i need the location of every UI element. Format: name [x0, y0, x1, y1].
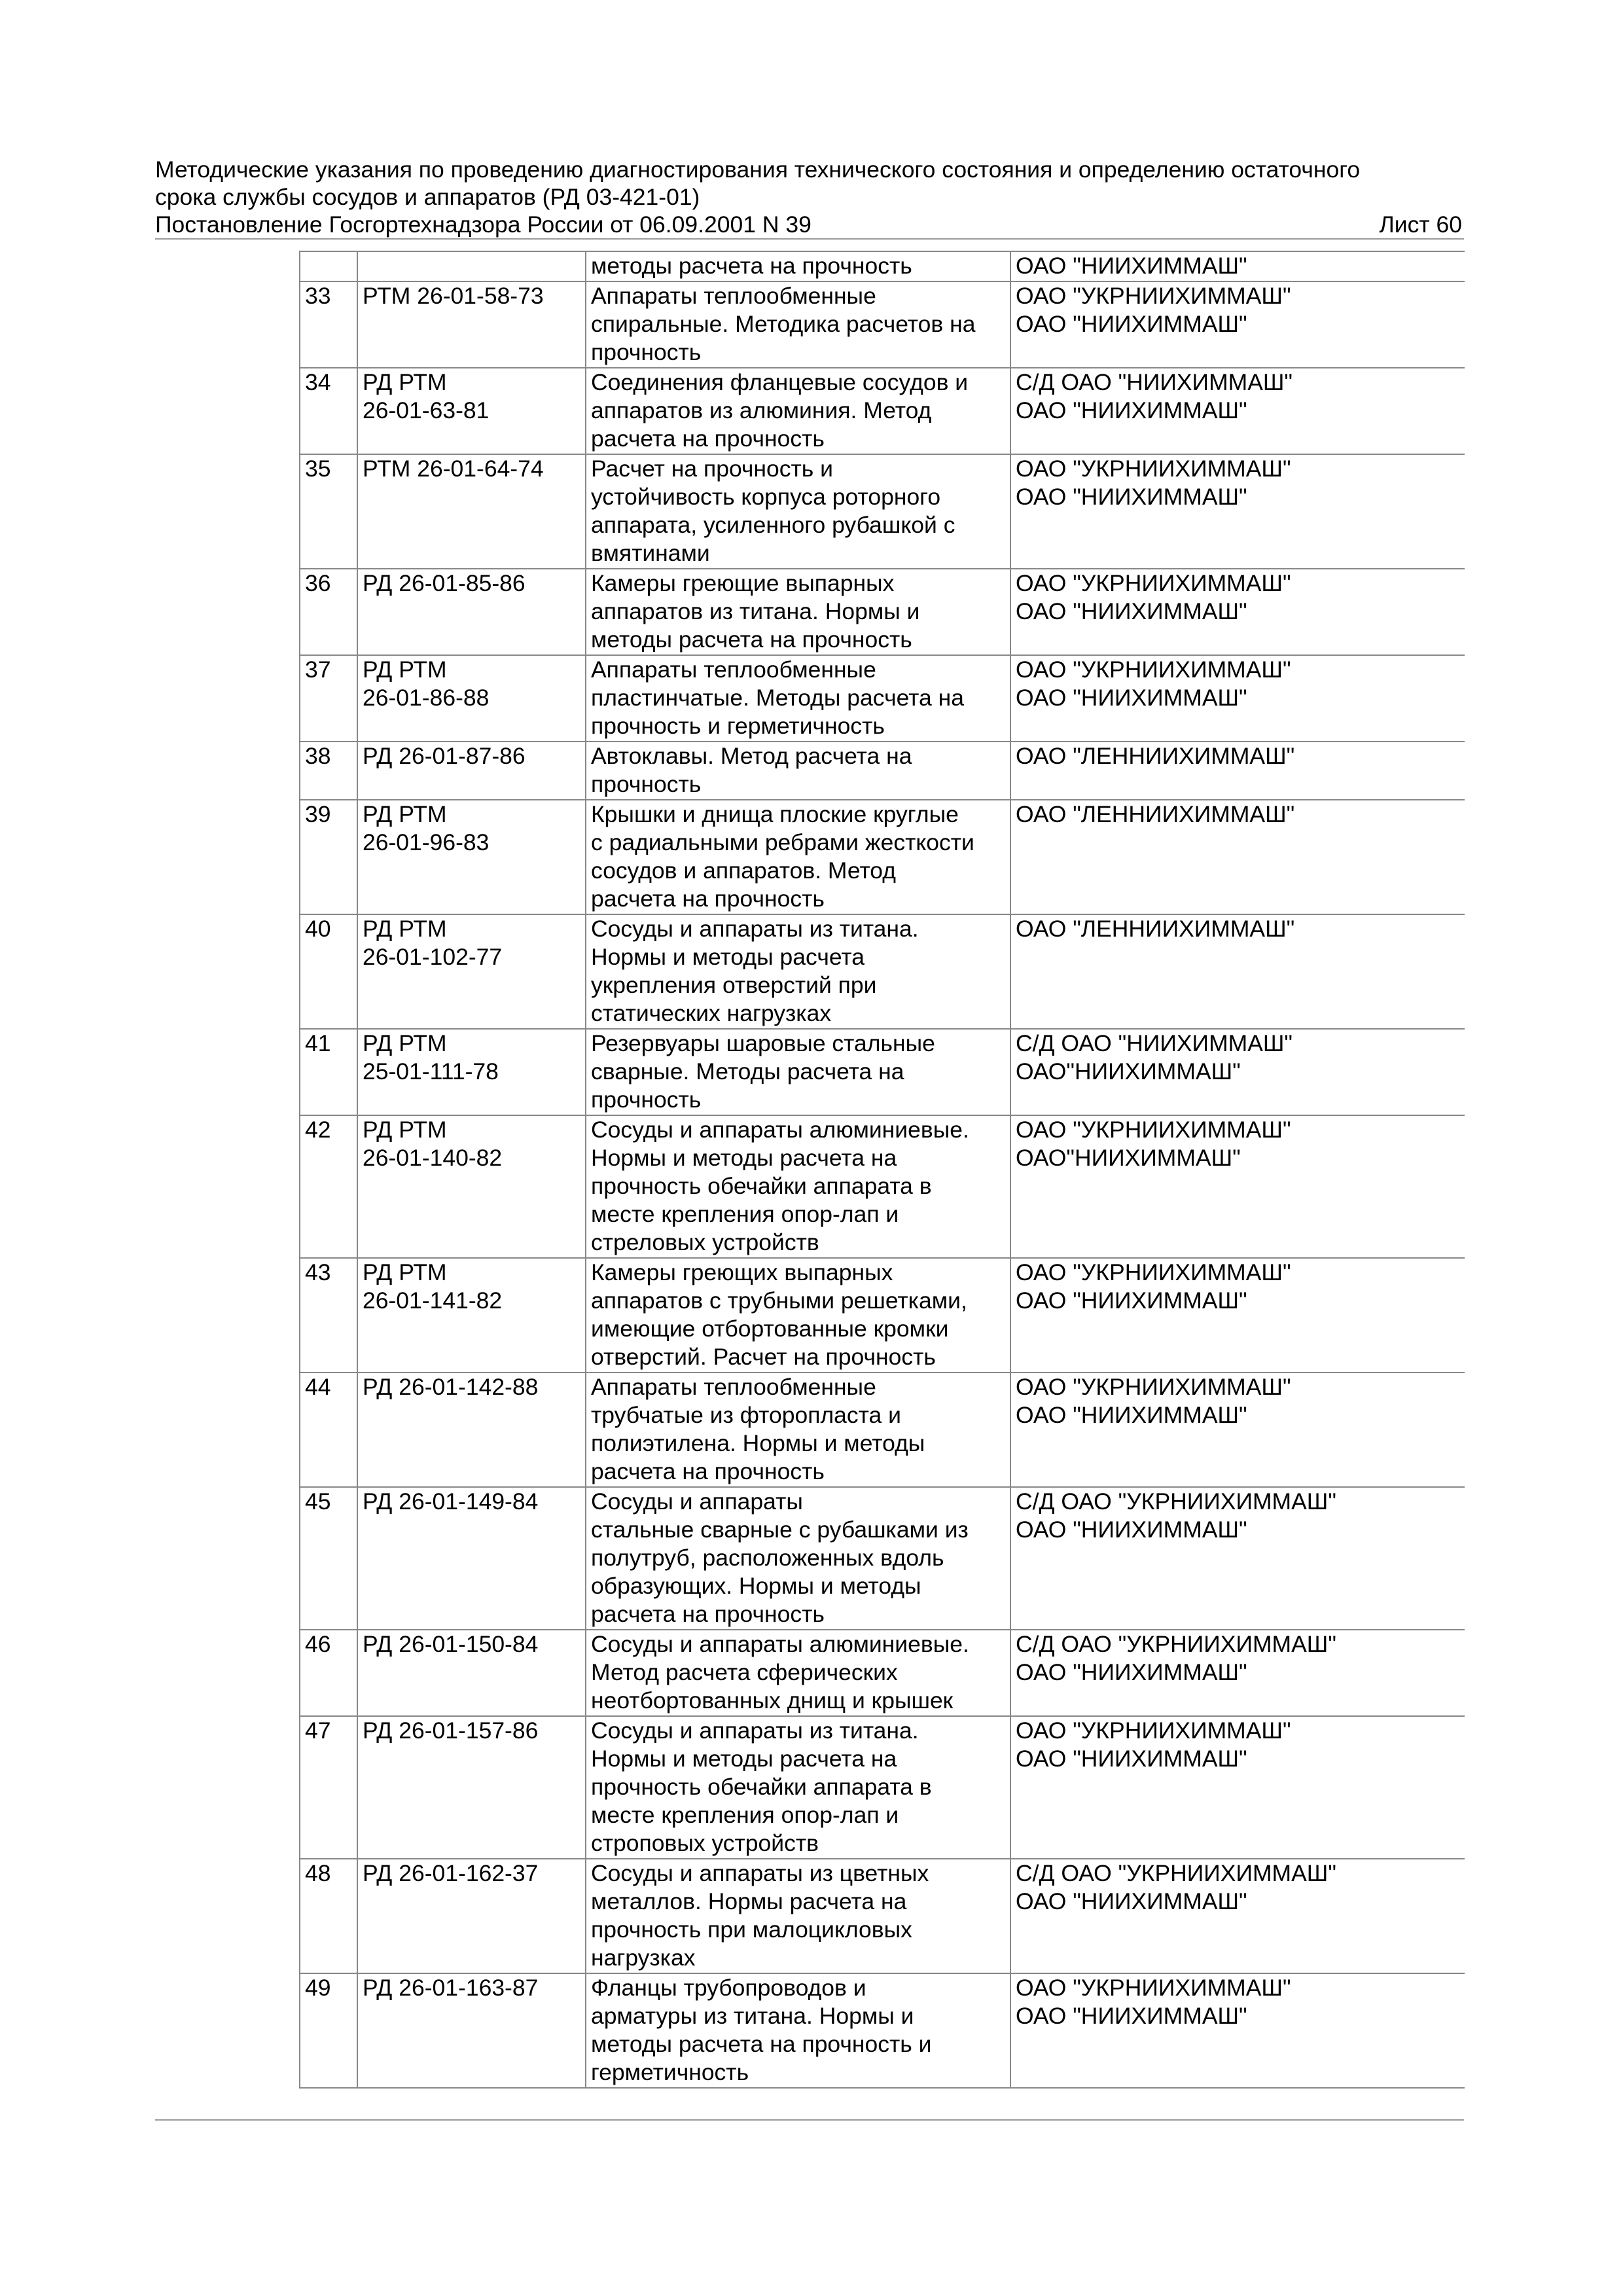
doc-code-line: РТМ 26-01-58-73	[363, 283, 544, 309]
doc-code-line: 26-01-141-82	[363, 1287, 503, 1314]
header-line-3	[155, 211, 1462, 238]
doc-title-line: вмятинами	[591, 540, 710, 566]
doc-number-cell: 42	[300, 1115, 357, 1258]
doc-title-cell	[586, 251, 1010, 281]
doc-title-line: аппаратов из алюминия. Метод	[591, 397, 932, 423]
doc-title-cell	[586, 914, 1010, 1029]
doc-organization-line: ОАО "НИИХИММАШ"	[1016, 484, 1247, 510]
table-row	[300, 1372, 1465, 1487]
doc-title-line: с радиальными ребрами жесткости	[591, 829, 974, 855]
doc-code-line: РД РТМ	[363, 801, 447, 827]
doc-organization-line: ОАО "УКРНИИХИММАШ"	[1016, 456, 1291, 482]
doc-title-line: расчета на прочность	[591, 1458, 825, 1484]
doc-code-line: РД 26-01-85-86	[363, 570, 526, 596]
doc-organization-line: ОАО "НИИХИММАШ"	[1016, 1746, 1247, 1772]
doc-code-cell	[357, 1372, 586, 1487]
doc-title-line: неотбортованных днищ и крышек	[591, 1687, 954, 1713]
doc-organization-line: ОАО "ЛЕННИИХИММАШ"	[1016, 743, 1295, 769]
doc-title-line: Метод расчета сферических	[591, 1659, 898, 1685]
doc-title-cell	[586, 1716, 1010, 1859]
doc-code-cell	[357, 1859, 586, 1973]
doc-title-cell	[586, 569, 1010, 655]
doc-organization-line: С/Д ОАО "НИИХИММАШ"	[1016, 369, 1293, 395]
doc-code-line: РД 26-01-150-84	[363, 1631, 539, 1657]
doc-title-line: Автоклавы. Метод расчета на	[591, 743, 912, 769]
doc-title-cell	[586, 1372, 1010, 1487]
doc-title-cell	[586, 1115, 1010, 1258]
doc-title-cell	[586, 1973, 1010, 2088]
doc-title-line: полутруб, расположенных вдоль	[591, 1545, 944, 1571]
doc-number-cell: 44	[300, 1372, 357, 1487]
doc-title-line: методы расчета на прочность	[591, 626, 912, 653]
doc-title-line: полиэтилена. Нормы и методы	[591, 1430, 925, 1456]
document-header	[155, 156, 1462, 238]
doc-code-cell	[357, 800, 586, 914]
doc-code-line: РД РТМ	[363, 1030, 447, 1056]
doc-organization-cell	[1010, 742, 1465, 800]
doc-organization-line: ОАО "УКРНИИХИММАШ"	[1016, 570, 1291, 596]
sheet-number: Лист 60	[1379, 211, 1462, 238]
doc-organization-cell	[1010, 1859, 1465, 1973]
table-row	[300, 1973, 1465, 2088]
doc-title-line: месте крепления опор-лап и	[591, 1201, 899, 1227]
doc-title-line: аппаратов из титана. Нормы и	[591, 598, 920, 624]
doc-organization-cell	[1010, 281, 1465, 368]
table-row	[300, 1630, 1465, 1716]
doc-title-line: аппаратов с трубными решетками,	[591, 1287, 967, 1314]
doc-number-cell: 45	[300, 1487, 357, 1630]
doc-organization-line: ОАО "НИИХИММАШ"	[1016, 253, 1247, 279]
table-row	[300, 281, 1465, 368]
doc-title-line: Соединения фланцевые сосудов и	[591, 369, 969, 395]
doc-organization-line: ОАО "УКРНИИХИММАШ"	[1016, 1117, 1291, 1143]
doc-organization-cell	[1010, 1258, 1465, 1372]
doc-title-cell	[586, 281, 1010, 368]
doc-number-cell: 40	[300, 914, 357, 1029]
doc-code-cell	[357, 251, 586, 281]
doc-title-line: Нормы и методы расчета на	[591, 1145, 897, 1171]
doc-organization-cell	[1010, 1630, 1465, 1716]
doc-title-line: имеющие отбортованные кромки	[591, 1316, 949, 1342]
doc-number-cell: 43	[300, 1258, 357, 1372]
doc-title-line: Сосуды и аппараты из титана.	[591, 1717, 919, 1744]
table-row	[300, 742, 1465, 800]
table-row	[300, 1716, 1465, 1859]
doc-number-cell: 34	[300, 368, 357, 454]
doc-organization-line: ОАО "УКРНИИХИММАШ"	[1016, 1259, 1291, 1285]
table-row	[300, 800, 1465, 914]
doc-number-cell: 48	[300, 1859, 357, 1973]
doc-title-cell	[586, 1258, 1010, 1372]
doc-title-line: прочность	[591, 771, 702, 797]
doc-code-line: РД РТМ	[363, 1259, 447, 1285]
table-row	[300, 251, 1465, 281]
doc-title-line: расчета на прочность	[591, 425, 825, 452]
doc-title-line: сосудов и аппаратов. Метод	[591, 857, 896, 884]
doc-code-line: РТМ 26-01-64-74	[363, 456, 544, 482]
doc-title-line: прочность и герметичность	[591, 713, 885, 739]
doc-title-line: прочность	[591, 339, 702, 365]
doc-code-cell	[357, 1029, 586, 1115]
table-row	[300, 1859, 1465, 1973]
doc-organization-line: ОАО "УКРНИИХИММАШ"	[1016, 656, 1291, 683]
doc-title-line: Камеры греющих выпарных	[591, 1259, 893, 1285]
doc-code-line: РД РТМ	[363, 916, 447, 942]
doc-organization-line: ОАО "НИИХИММАШ"	[1016, 598, 1247, 624]
footer-rule	[155, 2119, 1464, 2121]
doc-code-line: 26-01-102-77	[363, 944, 503, 970]
doc-organization-cell	[1010, 914, 1465, 1029]
doc-title-line: трубчатые из фторопласта и	[591, 1402, 901, 1428]
doc-title-line: Сосуды и аппараты из титана.	[591, 916, 919, 942]
doc-organization-line: ОАО"НИИХИММАШ"	[1016, 1058, 1241, 1085]
doc-number-cell: 39	[300, 800, 357, 914]
doc-title-line: металлов. Нормы расчета на	[591, 1888, 907, 1914]
doc-title-line: аппарата, усиленного рубашкой с	[591, 512, 955, 538]
doc-number-cell: 35	[300, 454, 357, 569]
doc-organization-line: С/Д ОАО "НИИХИММАШ"	[1016, 1030, 1293, 1056]
doc-title-line: прочность обечайки аппарата в	[591, 1774, 932, 1800]
doc-organization-line: С/Д ОАО "УКРНИИХИММАШ"	[1016, 1860, 1336, 1886]
doc-organization-cell	[1010, 1029, 1465, 1115]
doc-title-line: прочность при малоцикловых	[591, 1916, 912, 1943]
doc-title-line: образующих. Нормы и методы	[591, 1573, 921, 1599]
doc-organization-cell	[1010, 454, 1465, 569]
table-row	[300, 569, 1465, 655]
table-row	[300, 1115, 1465, 1258]
doc-organization-line: ОАО "НИИХИММАШ"	[1016, 1516, 1247, 1543]
doc-title-line: Нормы и методы расчета на	[591, 1746, 897, 1772]
doc-title-line: герметичность	[591, 2059, 749, 2085]
doc-code-line: РД 26-01-162-37	[363, 1860, 539, 1886]
doc-code-cell	[357, 368, 586, 454]
doc-number-cell: 37	[300, 655, 357, 742]
doc-organization-line: ОАО "НИИХИММАШ"	[1016, 1888, 1247, 1914]
doc-organization-line: ОАО "НИИХИММАШ"	[1016, 311, 1247, 337]
table-row	[300, 1029, 1465, 1115]
doc-title-line: Аппараты теплообменные	[591, 283, 876, 309]
doc-code-cell	[357, 742, 586, 800]
doc-title-line: спиральные. Методика расчетов на	[591, 311, 976, 337]
doc-code-cell	[357, 1630, 586, 1716]
doc-organization-cell	[1010, 1372, 1465, 1487]
table-row	[300, 1487, 1465, 1630]
doc-organization-cell	[1010, 251, 1465, 281]
doc-number-cell: 38	[300, 742, 357, 800]
doc-title-cell	[586, 800, 1010, 914]
doc-title-cell	[586, 1859, 1010, 1973]
doc-title-line: сварные. Методы расчета на	[591, 1058, 904, 1085]
doc-organization-line: ОАО "ЛЕННИИХИММАШ"	[1016, 801, 1295, 827]
doc-organization-line: ОАО "НИИХИММАШ"	[1016, 1287, 1247, 1314]
doc-organization-line: ОАО "НИИХИММАШ"	[1016, 397, 1247, 423]
doc-code-line: 26-01-86-88	[363, 685, 490, 711]
doc-title-line: Резервуары шаровые стальные	[591, 1030, 935, 1056]
doc-title-line: Расчет на прочность и	[591, 456, 833, 482]
doc-number-cell: 47	[300, 1716, 357, 1859]
doc-organization-line: ОАО "ЛЕННИИХИММАШ"	[1016, 916, 1295, 942]
doc-organization-line: ОАО "НИИХИММАШ"	[1016, 1659, 1247, 1685]
doc-title-line: прочность обечайки аппарата в	[591, 1173, 932, 1199]
doc-organization-line: ОАО "УКРНИИХИММАШ"	[1016, 1717, 1291, 1744]
doc-code-line: РД 26-01-142-88	[363, 1374, 539, 1400]
doc-code-cell	[357, 1115, 586, 1258]
doc-title-line: Сосуды и аппараты алюминиевые.	[591, 1631, 969, 1657]
doc-organization-cell	[1010, 1487, 1465, 1630]
doc-organization-cell	[1010, 368, 1465, 454]
doc-title-line: методы расчета на прочность	[591, 253, 912, 279]
doc-title-cell	[586, 1487, 1010, 1630]
doc-code-cell	[357, 655, 586, 742]
doc-code-line: РД РТМ	[363, 656, 447, 683]
doc-organization-line: ОАО"НИИХИММАШ"	[1016, 1145, 1241, 1171]
doc-title-cell	[586, 655, 1010, 742]
doc-organization-line: ОАО "НИИХИММАШ"	[1016, 2003, 1247, 2029]
doc-organization-line: ОАО "УКРНИИХИММАШ"	[1016, 283, 1291, 309]
doc-title-line: расчета на прочность	[591, 886, 825, 912]
doc-organization-line: ОАО "УКРНИИХИММАШ"	[1016, 1374, 1291, 1400]
doc-title-line: строповых устройств	[591, 1830, 819, 1856]
doc-organization-line: ОАО "НИИХИММАШ"	[1016, 1402, 1247, 1428]
doc-number-cell: 41	[300, 1029, 357, 1115]
doc-title-line: Аппараты теплообменные	[591, 1374, 876, 1400]
doc-title-line: статических нагрузках	[591, 1000, 832, 1026]
doc-code-line: 26-01-96-83	[363, 829, 490, 855]
doc-title-line: укрепления отверстий при	[591, 972, 877, 998]
doc-code-line: 25-01-111-78	[363, 1058, 499, 1085]
doc-code-cell	[357, 1716, 586, 1859]
doc-organization-line: С/Д ОАО "УКРНИИХИММАШ"	[1016, 1631, 1336, 1657]
doc-code-line: РД 26-01-163-87	[363, 1975, 539, 2001]
doc-code-cell	[357, 914, 586, 1029]
doc-organization-line: ОАО "УКРНИИХИММАШ"	[1016, 1975, 1291, 2001]
doc-title-line: методы расчета на прочность и	[591, 2031, 932, 2057]
doc-number-cell: 46	[300, 1630, 357, 1716]
doc-title-line: Фланцы трубопроводов и	[591, 1975, 866, 2001]
doc-title-cell	[586, 1029, 1010, 1115]
doc-code-cell	[357, 1258, 586, 1372]
doc-title-cell	[586, 1630, 1010, 1716]
doc-title-line: Камеры греющие выпарных	[591, 570, 895, 596]
doc-code-cell	[357, 454, 586, 569]
doc-title-line: арматуры из титана. Нормы и	[591, 2003, 914, 2029]
table-row	[300, 454, 1465, 569]
header-decree: Постановление Госгортехнадзора России от 06.09.2001 N 39	[155, 211, 812, 238]
table-row	[300, 368, 1465, 454]
table-row	[300, 914, 1465, 1029]
doc-number-cell	[300, 251, 357, 281]
doc-code-cell	[357, 569, 586, 655]
doc-title-line: расчета на прочность	[591, 1601, 825, 1627]
doc-title-line: устойчивость корпуса роторного	[591, 484, 941, 510]
header-rule	[155, 238, 1464, 240]
doc-code-cell	[357, 1973, 586, 2088]
table-row	[300, 655, 1465, 742]
doc-code-cell	[357, 281, 586, 368]
doc-title-line: пластинчатые. Методы расчета на	[591, 685, 964, 711]
doc-title-cell	[586, 742, 1010, 800]
doc-number-cell: 36	[300, 569, 357, 655]
standards-table-body	[300, 251, 1465, 2088]
doc-title-line: Сосуды и аппараты из цветных	[591, 1860, 929, 1886]
doc-title-line: Крышки и днища плоские круглые	[591, 801, 959, 827]
doc-title-line: отверстий. Расчет на прочность	[591, 1344, 936, 1370]
doc-title-cell	[586, 368, 1010, 454]
doc-organization-cell	[1010, 1716, 1465, 1859]
doc-organization-cell	[1010, 655, 1465, 742]
doc-code-line: РД РТМ	[363, 1117, 447, 1143]
doc-code-line: РД 26-01-149-84	[363, 1488, 539, 1515]
header-title-line-2: срока службы сосудов и аппаратов (РД 03-421-01)	[155, 184, 700, 210]
doc-title-line: нагрузках	[591, 1945, 696, 1971]
doc-code-line: РД РТМ	[363, 369, 447, 395]
doc-number-cell: 33	[300, 281, 357, 368]
doc-organization-line: ОАО "НИИХИММАШ"	[1016, 685, 1247, 711]
doc-title-cell	[586, 454, 1010, 569]
standards-table	[299, 251, 1465, 2089]
doc-number-cell: 49	[300, 1973, 357, 2088]
doc-code-line: РД 26-01-157-86	[363, 1717, 539, 1744]
doc-organization-cell	[1010, 1973, 1465, 2088]
doc-title-line: месте крепления опор-лап и	[591, 1802, 899, 1828]
doc-organization-cell	[1010, 800, 1465, 914]
doc-organization-cell	[1010, 569, 1465, 655]
doc-title-line: Сосуды и аппараты	[591, 1488, 803, 1515]
doc-title-line: Нормы и методы расчета	[591, 944, 865, 970]
doc-title-line: стальные сварные с рубашками из	[591, 1516, 969, 1543]
doc-title-line: прочность	[591, 1086, 702, 1113]
doc-organization-cell	[1010, 1115, 1465, 1258]
doc-title-line: Сосуды и аппараты алюминиевые.	[591, 1117, 969, 1143]
doc-code-cell	[357, 1487, 586, 1630]
doc-title-line: Аппараты теплообменные	[591, 656, 876, 683]
doc-title-line: стреловых устройств	[591, 1229, 819, 1255]
doc-code-line: 26-01-140-82	[363, 1145, 503, 1171]
doc-organization-line: С/Д ОАО "УКРНИИХИММАШ"	[1016, 1488, 1336, 1515]
table-row	[300, 1258, 1465, 1372]
header-title-line-1: Методические указания по проведению диагностирования технического состояния и определению остаточного	[155, 156, 1361, 183]
doc-code-line: РД 26-01-87-86	[363, 743, 526, 769]
doc-code-line: 26-01-63-81	[363, 397, 490, 423]
